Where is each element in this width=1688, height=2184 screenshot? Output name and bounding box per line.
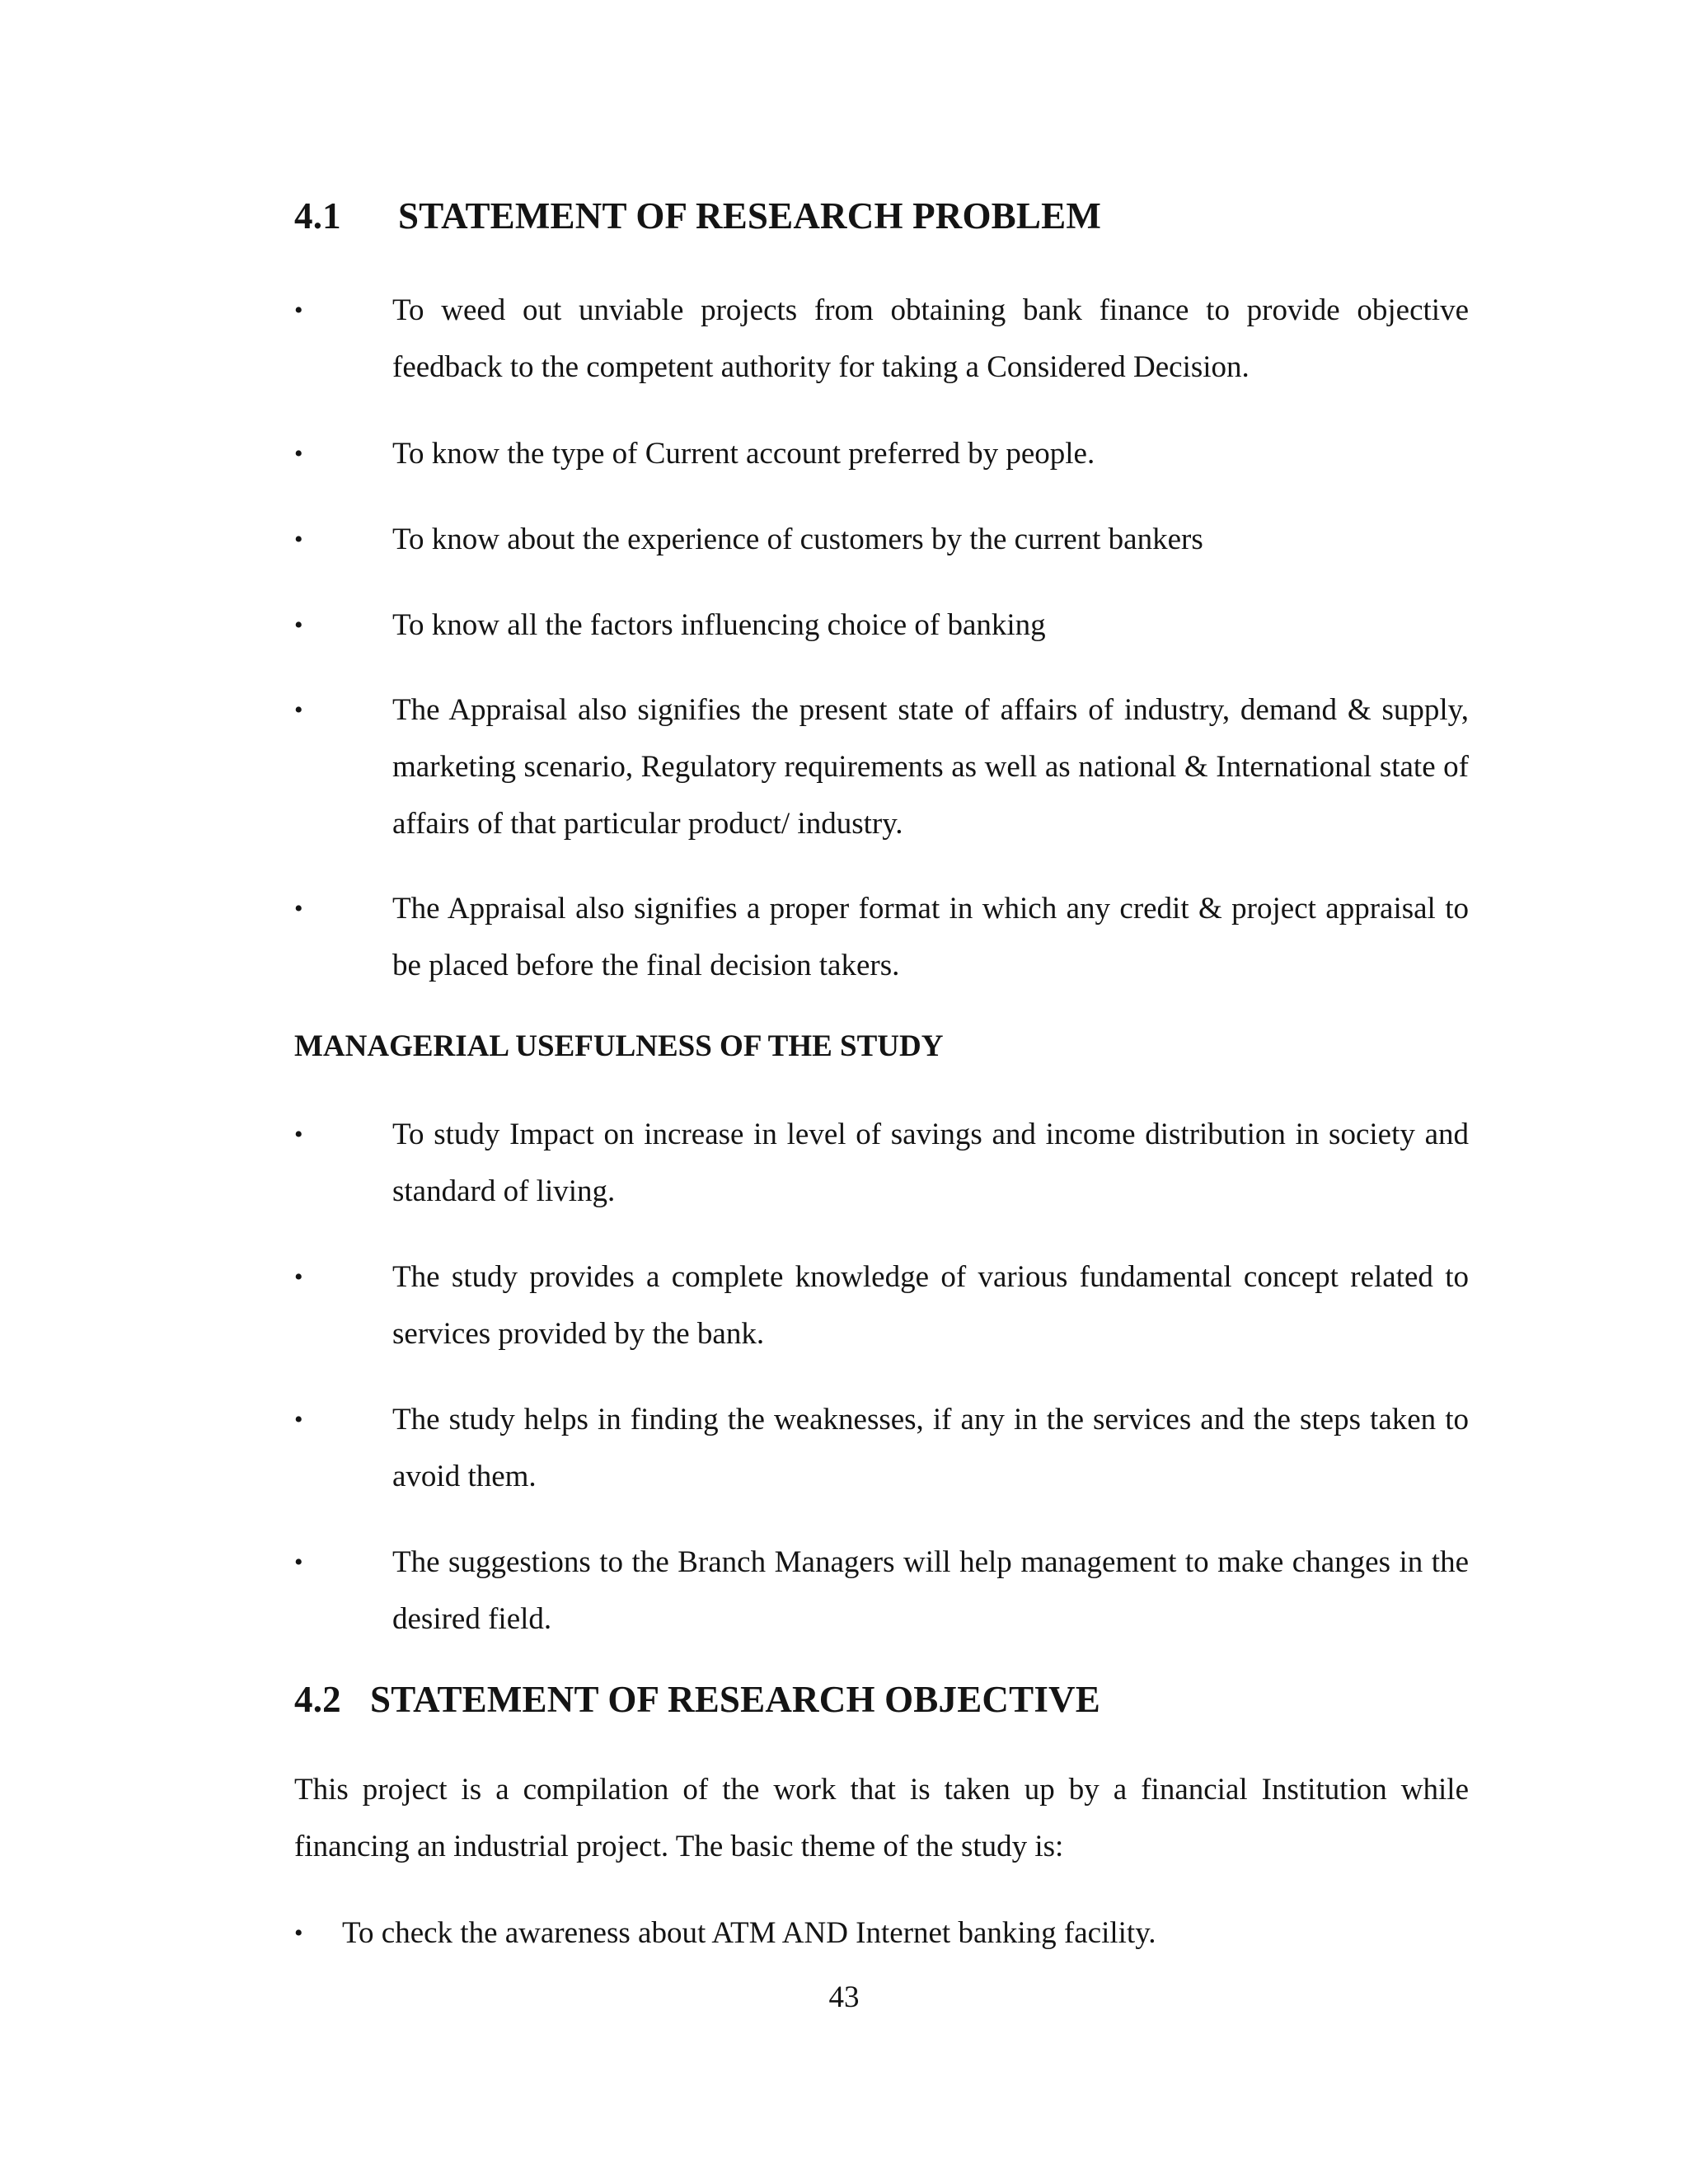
page-number: 43 xyxy=(828,1980,860,2014)
list-item xyxy=(294,1391,1469,1505)
bullet-icon: • xyxy=(294,1919,303,1947)
list-item-text: The study helps in finding the weaknesses, if any in the services and the steps taken to avoid them. xyxy=(392,1403,1469,1493)
bullet-icon: • xyxy=(294,1263,303,1291)
list-item xyxy=(294,682,1469,852)
list-item-text: The study provides a complete knowledge of various fundamental concept related to services provided by the bank. xyxy=(392,1260,1469,1351)
list-item xyxy=(294,1905,1469,1961)
bullet-icon: • xyxy=(294,1406,303,1433)
managerial-heading: MANAGERIAL USEFULNESS OF THE STUDY xyxy=(294,1029,944,1063)
list-item-text: To know all the factors influencing choice of banking xyxy=(392,608,1046,642)
list-item-text: To know about the experience of customers by the current bankers xyxy=(392,523,1203,556)
list-item xyxy=(294,880,1469,994)
list-item-text: To check the awareness about ATM AND Internet banking facility. xyxy=(342,1916,1156,1950)
bullet-icon: • xyxy=(294,1549,303,1576)
section-title: STATEMENT OF RESEARCH PROBLEM xyxy=(398,195,1101,237)
list-item-text: To know the type of Current account preferred by people. xyxy=(392,437,1095,471)
list-item xyxy=(294,597,1469,654)
list-item-text: The Appraisal also signifies a proper format in which any credit & project appraisal to be placed before the final decision takers. xyxy=(392,892,1469,982)
list-item xyxy=(294,282,1469,396)
list-item-text: The Appraisal also signifies the present state of affairs of industry, demand & supply, marketing scenario, Regulatory requirements as well as national & International state of affairs of that particular product/ industry. xyxy=(392,693,1469,841)
list-item xyxy=(294,1534,1469,1647)
bullet-icon: • xyxy=(294,612,303,639)
list-item-text: To study Impact on increase in level of savings and income distribution in society and standard of living. xyxy=(392,1118,1469,1208)
list-item-text: To weed out unviable projects from obtaining bank finance to provide objective feedback to the competent authority for taking a Considered Decision. xyxy=(392,293,1469,384)
body-paragraph: This project is a compilation of the work that is taken up by a financial Institution while financing an industrial project. The basic theme of the study is: xyxy=(294,1773,1469,1863)
bullet-icon: • xyxy=(294,440,303,467)
list-item xyxy=(294,425,1469,482)
bullet-icon: • xyxy=(294,895,303,922)
bullet-icon: • xyxy=(294,1121,303,1148)
list-item-text: The suggestions to the Branch Managers will help management to make changes in the desired field. xyxy=(392,1545,1469,1636)
section-title: STATEMENT OF RESEARCH OBJECTIVE xyxy=(370,1679,1100,1720)
bullet-icon: • xyxy=(294,526,303,553)
list-item xyxy=(294,1249,1469,1362)
bullet-icon: • xyxy=(294,297,303,324)
bullet-icon: • xyxy=(294,696,303,724)
list-item xyxy=(294,511,1469,568)
section-number: 4.1 xyxy=(294,195,341,237)
section-heading-4-2 xyxy=(294,1678,1100,1721)
section-number: 4.2 xyxy=(294,1679,341,1720)
section-heading-4-1 xyxy=(294,194,1101,237)
list-item xyxy=(294,1106,1469,1220)
